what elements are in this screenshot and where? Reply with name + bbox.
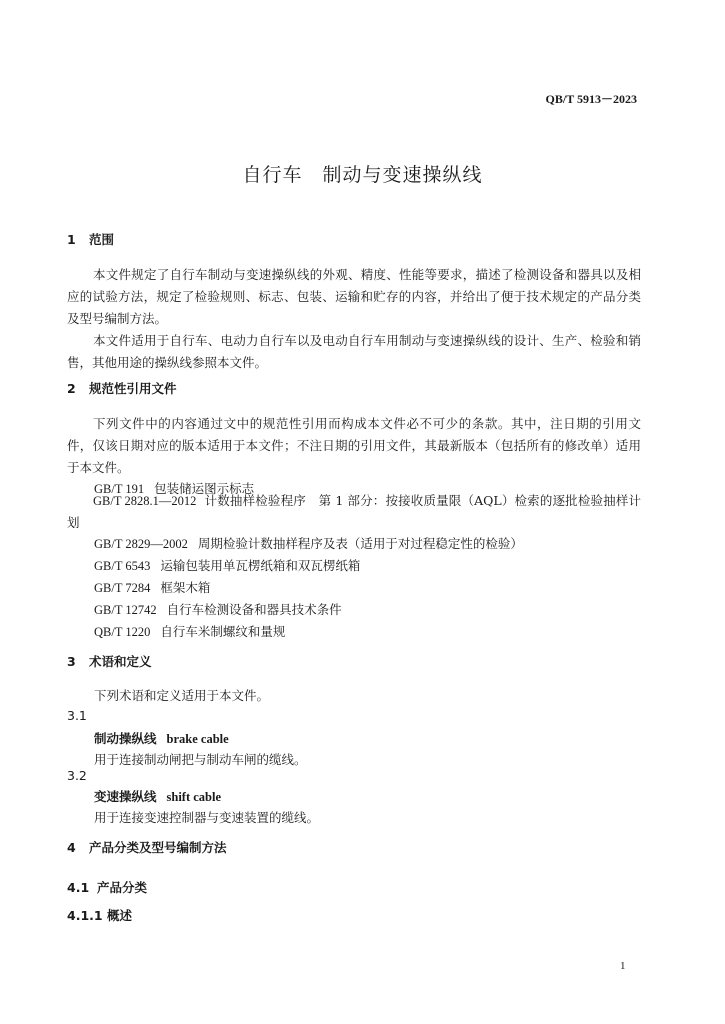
scope-paragraph-1: 本文件规定了自行车制动与变速操纵线的外观、精度、性能等要求，描述了检测设备和器具以及相应的试验方法，规定了检验规则、标志、包装、运输和贮存的内容，并给出了便于技术规定的产品分类及型号编制方法。 [67,267,641,326]
scope-paragraph-2: 本文件适用于自行车、电动力自行车以及电动自行车用制动与变速操纵线的设计、生产、检验和销售，其他用途的操纵线参照本文件。 [67,333,641,370]
section-title: 范围 [89,232,115,247]
section-number: 1 [67,232,76,247]
section-number: 2 [67,381,76,396]
reference-title: 计数抽样检验程序 第 1 部分：按接收质量限（AQL）检索的逐批检验抽样计划 [67,493,641,530]
page-number: 1 [620,960,626,972]
term-name-en: shift cable [166,790,222,804]
reference-title: 运输包装用单瓦楞纸箱和双瓦楞纸箱 [160,558,361,573]
term-number: 3.1 [67,708,87,723]
reference-title: 周期检验计数抽样程序及表（适用于对过程稳定性的检验） [197,536,523,551]
reference-code: GB/T 2829—2002 [94,537,188,551]
standard-code: QB/T 5913－2023 [545,92,637,106]
reference-code: QB/T 1220 [94,625,151,639]
section-number: 4 [67,840,76,855]
reference-title: 框架木箱 [160,580,211,595]
section-title: 产品分类及型号编制方法 [89,840,227,855]
term-name [94,787,221,805]
section-title: 规范性引用文件 [89,381,177,396]
reference-code: GB/T 6543 [94,559,151,573]
reference-item [94,534,523,552]
section-2-heading [67,379,177,397]
reference-title: 自行车米制螺纹和量规 [160,624,286,639]
term-number: 3.2 [67,768,87,783]
reference-item [94,600,342,618]
section-4-heading [67,838,227,856]
reference-code: GB/T 12742 [94,603,157,617]
subsection-4-1-heading [67,878,147,896]
term-name-zh: 变速操纵线 [94,789,157,804]
subsection-4-1-1-heading [67,906,132,924]
reference-title: 包装储运图示标志 [154,481,255,496]
section-1-heading [67,230,114,248]
reference-code: GB/T 191 [94,482,145,496]
reference-code: GB/T 7284 [94,581,151,595]
subsection-number: 4.1.1 [67,908,103,923]
term-name-en: brake cable [166,732,229,746]
section-title: 术语和定义 [89,654,152,669]
reference-item [94,556,360,574]
reference-item [94,578,210,596]
term-name-zh: 制动操纵线 [94,731,157,746]
document-title: 自行车 制动与变速操纵线 [242,164,483,186]
reference-item [94,622,285,640]
subsection-title: 概述 [107,908,133,923]
reference-title: 自行车检测设备和器具技术条件 [166,602,342,617]
section-number: 3 [67,654,76,669]
section-3-heading [67,652,152,670]
terms-intro: 下列术语和定义适用于本文件。 [94,688,270,703]
reference-code: GB/T 2828.1—2012 [93,494,197,508]
subsection-number: 4.1 [67,880,90,895]
reference-item [67,490,641,534]
term-name [94,729,229,747]
term-definition: 用于连接制动闸把与制动车闸的缆线。 [94,752,307,767]
subsection-title: 产品分类 [97,880,148,895]
term-definition: 用于连接变速控制器与变速装置的缆线。 [94,810,320,825]
references-intro: 下列文件中的内容通过文中的规范性引用而构成本文件必不可少的条款。其中，注日期的引用文件，仅该日期对应的版本适用于本文件；不注日期的引用文件，其最新版本（包括所有的修改单）适用于本文件。 [67,416,641,475]
